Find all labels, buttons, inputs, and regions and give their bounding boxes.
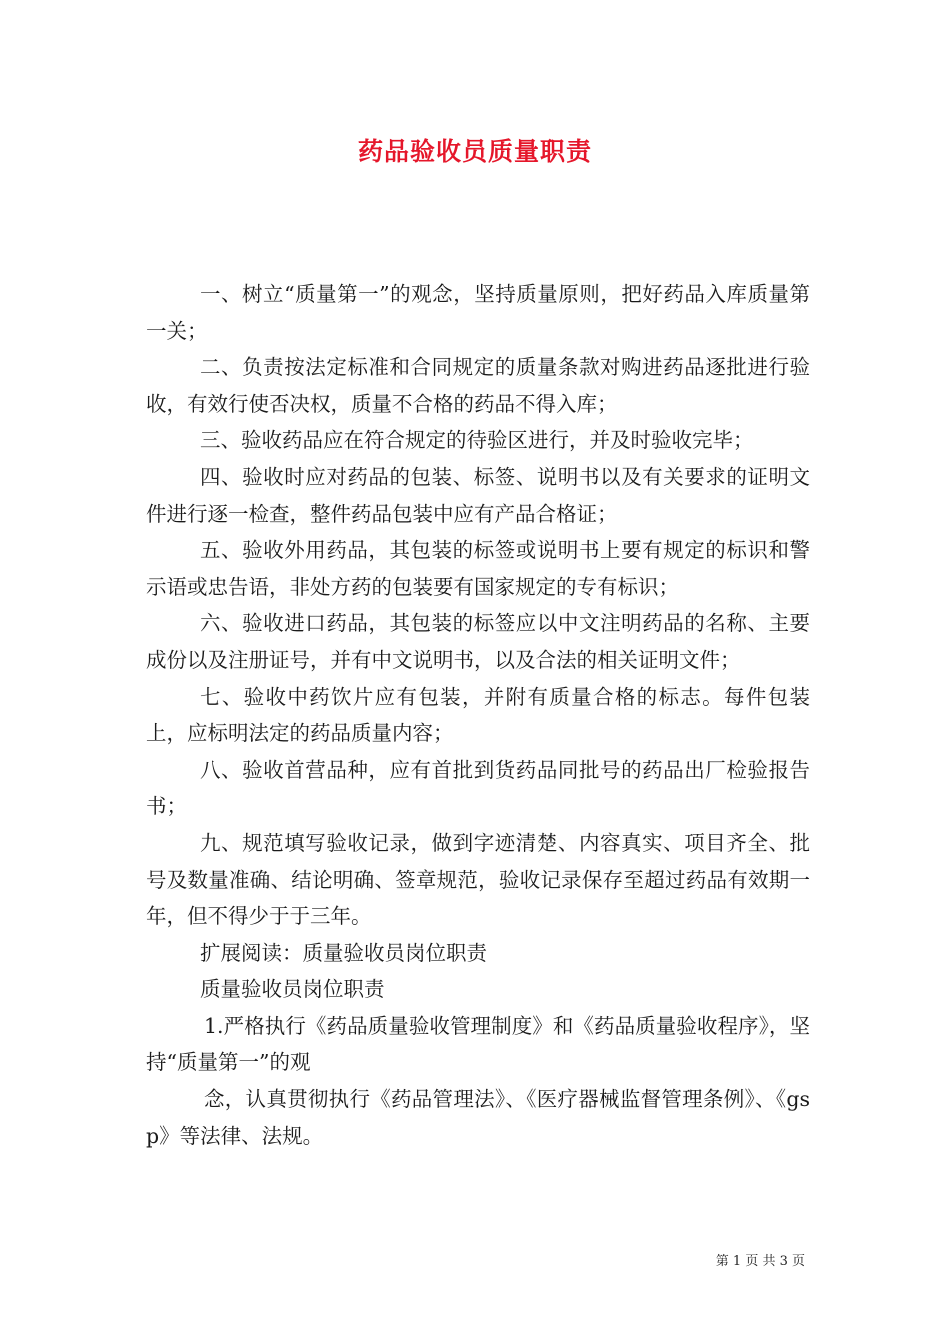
paragraph: 二、负责按法定标准和合同规定的质量条款对购进药品逐批进行验收，有效行使否决权，质量不合格的药品不得入库； (146, 355, 810, 416)
paragraph: 四、验收时应对药品的包装、标签、说明书以及有关要求的证明文件进行逐一检查，整件药品包装中应有产品合格证； (146, 464, 810, 526)
paragraph: 1.严格执行《药品质量验收管理制度》和《药品质量验收程序》，坚持“质量第一”的观 (146, 1013, 810, 1075)
paragraph: 九、规范填写验收记录，做到字迹清楚、内容真实、项目齐全、批号及数量准确、结论明确、签章规范，验收记录保存至超过药品有效期一年，但不得少于于三年。 (146, 830, 810, 929)
document-body (146, 276, 810, 1154)
section-heading: 质量验收员岗位职责 (200, 977, 385, 1002)
page-number: 第 1 页 共 3 页 (715, 1254, 805, 1269)
paragraph: 八、验收首营品种，应有首批到货药品同批号的药品出厂检验报告书； (146, 757, 810, 819)
paragraph: 五、验收外用药品，其包装的标签或说明书上要有规定的标识和警示语或忠告语，非处方药的包装要有国家规定的专有标识； (146, 538, 810, 599)
paragraph: 一、树立“质量第一”的观念，坚持质量原则，把好药品入库质量第一关； (146, 282, 810, 343)
document-title: 药品验收员质量职责 (357, 137, 592, 166)
extended-reading-line: 扩展阅读：质量验收员岗位职责 (200, 940, 487, 965)
paragraph: 六、验收进口药品，其包装的标签应以中文注明药品的名称、主要成份以及注册证号，并有中文说明书，以及合法的相关证明文件； (146, 611, 810, 672)
paragraph: 三、验收药品应在符合规定的待验区进行，并及时验收完毕； (200, 428, 754, 453)
paragraph: 念，认真贯彻执行《药品管理法》、《医疗器械监督管理条例》、《gsp》等法律、法规。 (146, 1087, 810, 1148)
paragraph: 七、验收中药饮片应有包装，并附有质量合格的标志。每件包装上，应标明法定的药品质量内容； (146, 684, 810, 746)
